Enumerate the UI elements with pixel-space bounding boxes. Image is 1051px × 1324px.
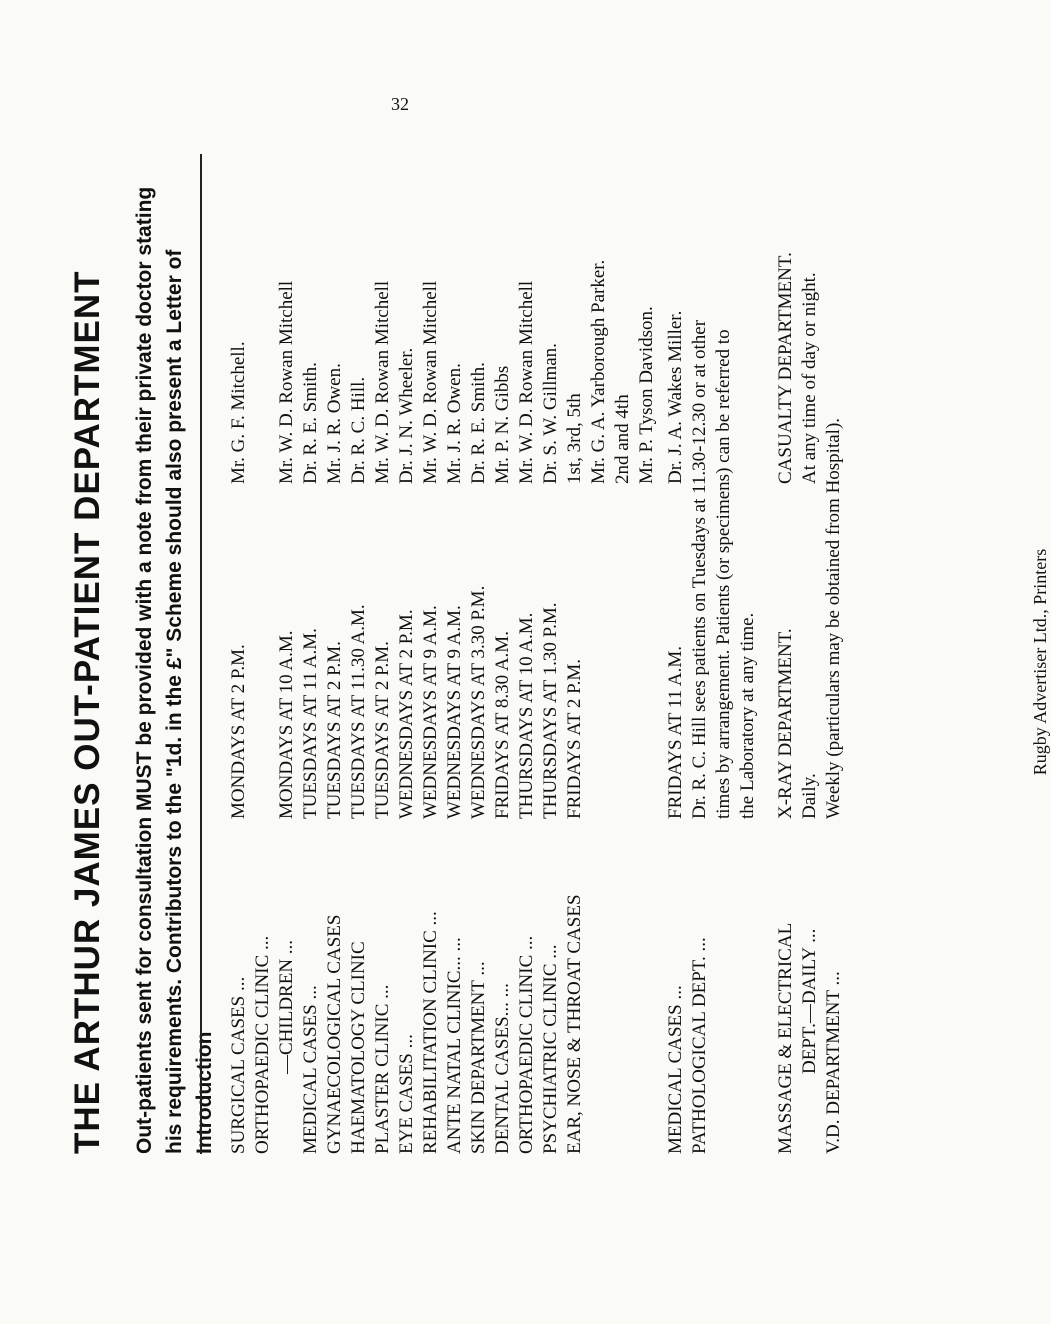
dept-label: SKIN DEPARTMENT ...	[468, 961, 489, 1154]
page-title: THE ARTHUR JAMES OUT-PATIENT DEPARTMENT	[68, 270, 107, 1154]
printer-credit: Rugby Advertiser Ltd., Printers	[1030, 548, 1050, 776]
doctor-name: Mr. G. A. Yarborough Parker.	[588, 259, 609, 484]
clinic-time: MONDAYS AT 10 A.M.	[276, 630, 297, 819]
casualty-heading: CASUALTY DEPARTMENT.	[775, 252, 796, 484]
dept-label: PATHOLOGICAL DEPT. ...	[689, 937, 710, 1154]
dept-label: MEDICAL CASES ...	[665, 985, 686, 1154]
table-row	[588, 154, 612, 1154]
table-row	[468, 154, 492, 1154]
pathology-line: the Laboratory at any time.	[737, 612, 758, 819]
dept-label: SURGICAL CASES ...	[228, 976, 249, 1154]
clinic-time: THURSDAYS AT 1.30 P.M.	[540, 602, 561, 819]
pathology-row	[689, 154, 713, 1154]
clinic-time: FRIDAYS AT 2 P.M.	[564, 659, 585, 819]
dept-label: ORTHOPAEDIC CLINIC ...	[516, 935, 537, 1154]
doctor-name: Mr. W. D. Rowan Mitchell	[420, 280, 441, 484]
dept-label: DENTAL CASES... ...	[492, 983, 513, 1154]
table-row	[300, 154, 324, 1154]
doctor-name: Mr. P. Tyson Davidson.	[636, 306, 657, 484]
dept-label: HAEMATOLOGY CLINIC	[348, 941, 369, 1154]
table-row	[516, 154, 540, 1154]
doctor-name: Dr. J. A. Wakes Miller.	[665, 310, 686, 484]
clinic-time: WEDNESDAYS AT 3.30 P.M.	[468, 585, 489, 819]
doctor-name: Mr. J. R. Owen.	[324, 363, 345, 484]
doctor-name: Mr. W. D. Rowan Mitchell	[516, 280, 537, 484]
table-row	[540, 154, 564, 1154]
table-row	[396, 154, 420, 1154]
table-row	[420, 154, 444, 1154]
table-row	[348, 154, 372, 1154]
doctor-name: Mr. W. D. Rowan Mitchell	[372, 280, 393, 484]
dept-label: MEDICAL CASES ...	[300, 985, 321, 1154]
dept-label: ORTHOPAEDIC CLINIC ...	[252, 935, 273, 1154]
clinic-time: TUESDAYS AT 2 P.M.	[324, 641, 345, 819]
dept-label: GYNAECOLOGICAL CASES	[324, 914, 345, 1154]
dept-label: EYE CASES ...	[396, 1034, 417, 1154]
clinic-time: MONDAYS AT 2 P.M.	[228, 644, 249, 819]
vd-text: Weekly (particulars may be obtained from Hospital).	[823, 417, 844, 819]
dept-label: REHABILITATION CLINIC ...	[420, 911, 441, 1154]
doctor-name: Dr. R. E. Smith.	[468, 362, 489, 484]
table-row	[636, 154, 660, 1154]
vd-row	[823, 154, 847, 1154]
pathology-line: times by arrangement. Patients (or specimens) can be referred to	[713, 329, 734, 819]
clinic-time: THURSDAYS AT 10 A.M.	[516, 612, 537, 819]
dept-label: EAR, NOSE & THROAT CASES	[564, 894, 585, 1154]
table-row	[252, 154, 276, 1154]
dept-label: ANTE NATAL CLINIC... ...	[444, 937, 465, 1154]
pathology-row-2	[713, 154, 737, 1154]
table-row	[612, 154, 636, 1154]
clinic-time: TUESDAYS AT 11 A.M.	[300, 628, 321, 819]
doctor-name: Dr. R. C. Hill.	[348, 376, 369, 484]
doctor-name: Mr. G. F. Mitchell.	[228, 341, 249, 484]
divider	[200, 154, 202, 1154]
clinic-time: TUESDAYS AT 11.30 A.M.	[348, 604, 369, 819]
massage-row	[775, 154, 799, 1154]
table-row	[492, 154, 516, 1154]
pathology-row-3	[737, 154, 761, 1154]
clinic-time: WEDNESDAYS AT 9 A.M.	[420, 605, 441, 819]
dept-label: V.D. DEPARTMENT ...	[823, 971, 844, 1154]
doctor-name: 2nd and 4th	[612, 394, 633, 484]
xray-heading: X-RAY DEPARTMENT.	[775, 628, 796, 819]
table-row	[324, 154, 348, 1154]
dept-label: PLASTER CLINIC ...	[372, 984, 393, 1154]
doctor-name: Mr. W. D. Rowan Mitchell	[276, 280, 297, 484]
dept-label: PSYCHIATRIC CLINIC ...	[540, 944, 561, 1154]
doctor-name: Mr. J. R. Owen.	[444, 363, 465, 484]
clinic-time: WEDNESDAYS AT 9 A.M.	[444, 605, 465, 819]
clinic-time: WEDNESDAYS AT 2 P.M.	[396, 609, 417, 819]
doctor-name: Dr. J. N. Wheeler.	[396, 347, 417, 484]
table-row	[276, 154, 300, 1154]
doctor-name: Dr. S. W. Gillman.	[540, 343, 561, 484]
medical-row	[665, 154, 689, 1154]
table-row	[372, 154, 396, 1154]
casualty-time: At any time of day or night.	[799, 272, 820, 484]
dept-label: MASSAGE & ELECTRICAL	[775, 922, 796, 1154]
doctor-name: 1st, 3rd, 5th	[564, 393, 585, 484]
xray-time: Daily.	[799, 773, 820, 819]
intro-paragraph: Out-patients sent for consultation MUST be provided with a note from their private doctor stating his requirements. Contributors to the "1d. in the £" Scheme should also present a Letter of Introduction	[133, 186, 216, 1154]
clinic-time: FRIDAYS AT 11 A.M.	[665, 646, 686, 819]
dept-label: —CHILDREN ...	[276, 939, 297, 1074]
page-number: 32	[391, 94, 409, 114]
massage-row-2	[799, 154, 823, 1154]
table-row	[564, 154, 588, 1154]
doctor-name: Mr. P. N. Gibbs	[492, 365, 513, 484]
clinic-time: FRIDAYS AT 8.30 A.M.	[492, 631, 513, 819]
dept-label: DEPT.—DAILY ...	[799, 928, 820, 1074]
pathology-line: Dr. R. C. Hill sees patients on Tuesdays at 11.30-12.30 or at other	[689, 319, 710, 819]
clinic-time: TUESDAYS AT 2 P.M.	[372, 641, 393, 819]
table-row	[444, 154, 468, 1154]
doctor-name: Dr. R. E. Smith.	[300, 362, 321, 484]
table-row	[228, 154, 252, 1154]
